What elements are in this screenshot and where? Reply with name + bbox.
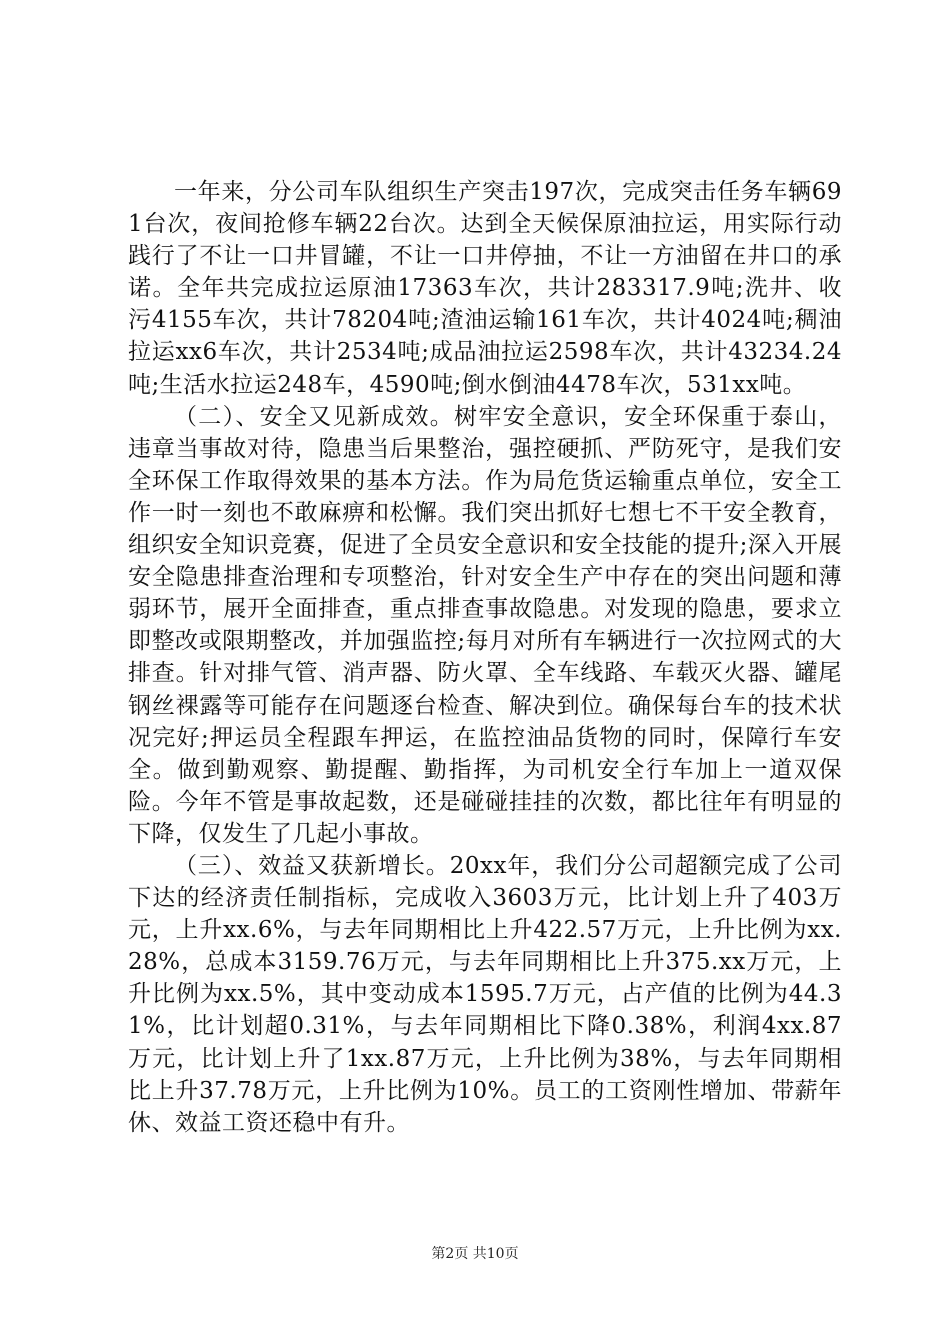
page-number-footer: 第2页 共10页 (431, 1246, 519, 1262)
paragraph-safety: （二）、安全又见新成效。树牢安全意识，安全环保重于泰山，违章当事故对待，隐患当后果整治，强控硬抓、严防死守，是我们安全环保工作取得效果的基本方法。作为局危货运输重点单位，安全工作一时一刻也不敢麻痹和松懈。我们突出抓好七想七不干安全教育，组织安全知识竞赛，促进了全员安全意识和安全技能的提升;深入开展安全隐患排查治理和专项整治，针对安全生产中存在的突出问题和薄弱环节，展开全面排查，重点排查事故隐患。对发现的隐患，要求立即整改或限期整改，并加强监控;每月对所有车辆进行一次拉网式的大排查。针对排气管、消声器、防火罩、全车线路、车载灭火器、罐尾钢丝裸露等可能存在问题逐台检查、解决到位。确保每台车的技术状况完好;押运员全程跟车押运，在监控油品货物的同时，保障行车安全。做到勤观察、勤提醒、勤指挥，为司机安全行车加上一道双保险。今年不管是事故起数，还是碰碰挂挂的次数，都比往年有明显的下降，仅发生了几起小事故。 (128, 403, 842, 847)
document-body (128, 176, 842, 1139)
paragraph-production: 一年来，分公司车队组织生产突击197次，完成突击任务车辆691台次，夜间抢修车辆22台次。达到全天候保原油拉运，用实际行动践行了不让一口井冒罐，不让一口井停抽，不让一方油留在井口的承诺。全年共完成拉运原油17363车次，共计283317.9吨;洗井、收污4155车次，共计78204吨;渣油运输161车次，共计4024吨;稠油拉运xx6车次，共计2534吨;成品油拉运2598车次，共计43234.24吨;生活水拉运248车，4590吨;倒水倒油4478车次，531xx吨。 (128, 179, 842, 398)
paragraph-benefits: （三）、效益又获新增长。20xx年，我们分公司超额完成了公司下达的经济责任制指标，完成收入3603万元，比计划上升了403万元，上升xx.6%，与去年同期相比上升422.57万元，上升比例为xx.28%，总成本3159.76万元，与去年同期相比上升375.xx万元，上升比例为xx.5%，其中变动成本1595.7万元，占产值的比例为44.31%，比计划超0.31%，与去年同期相比下降0.38%，利润4xx.87万元，比计划上升了1xx.87万元，上升比例为38%，与去年同期相比上升37.78万元，上升比例为10%。员工的工资刚性增加、带薪年休、效益工资还稳中有升。 (128, 852, 842, 1136)
